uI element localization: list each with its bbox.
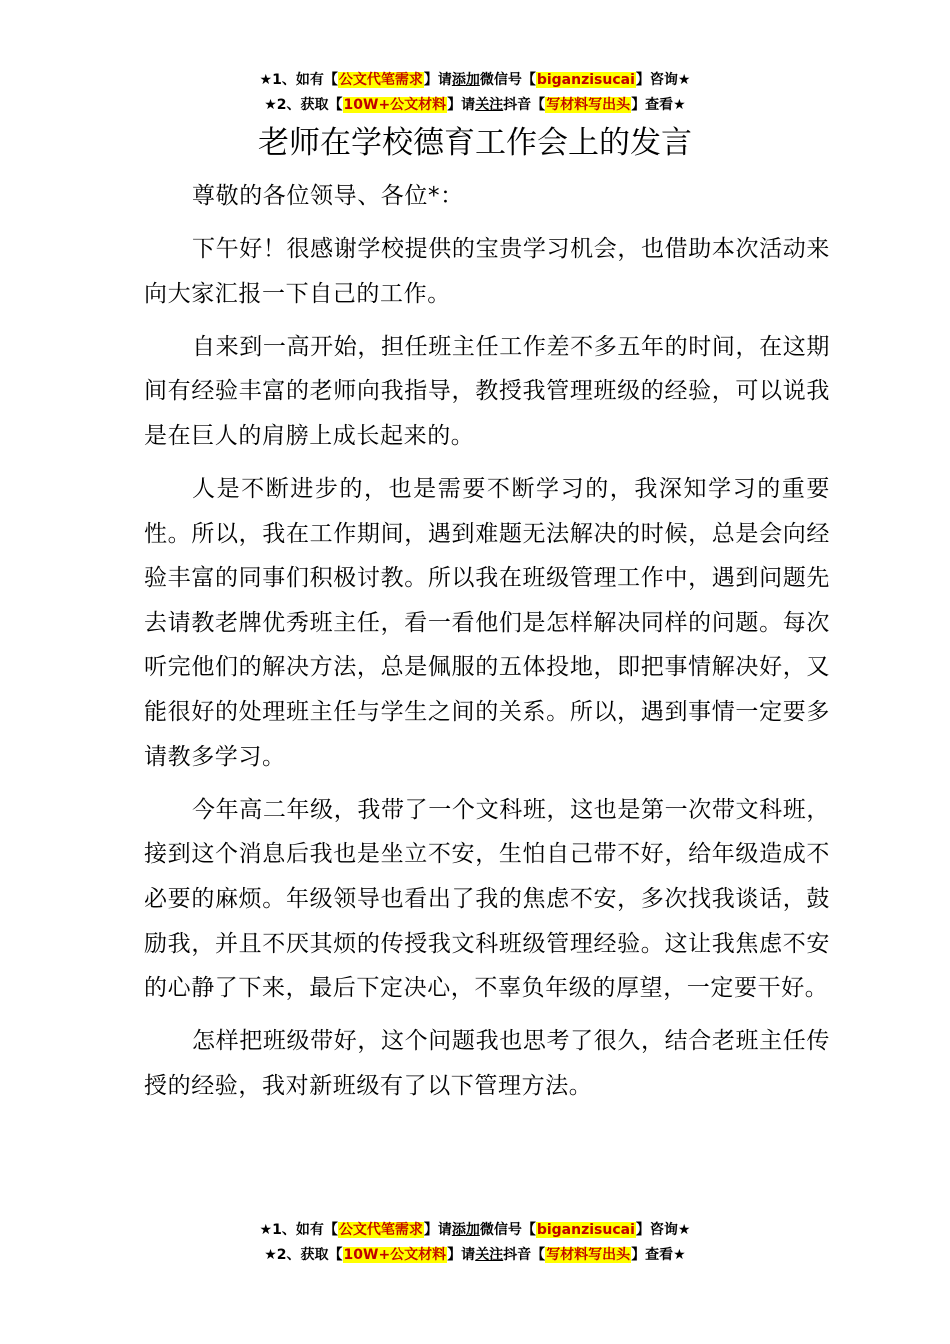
footer-promo-banner — [0, 1218, 950, 1268]
promo-highlight: 公文代笔需求 — [338, 1222, 423, 1238]
promo-line-1 — [0, 1218, 950, 1243]
promo-text: ★1、如有【 — [259, 72, 338, 88]
promo-highlight: 公文代笔需求 — [338, 72, 423, 88]
promo-highlight-wechat: biganzisucai — [536, 72, 635, 88]
promo-line-2 — [0, 1243, 950, 1268]
promo-underline: 添加 — [451, 72, 480, 88]
promo-underline: 添加 — [451, 1222, 480, 1238]
promo-line-2 — [0, 93, 950, 118]
promo-text: ★2、获取【 — [264, 97, 343, 113]
body-paragraph: 自来到一高开始，担任班主任工作差不多五年的时间，在这期间有经验丰富的老师向我指导，教授我管理班级的经验，可以说我是在巨人的肩膀上成长起来的。 — [144, 333, 830, 449]
promo-highlight-douyin: 写材料写出头 — [546, 97, 631, 113]
promo-text: 】请 — [423, 1222, 452, 1238]
body-paragraph: 人是不断进步的，也是需要不断学习的，我深知学习的重要性。所以，我在工作期间，遇到难题无法解决的时候，总是会向经验丰富的同事们积极讨教。所以我在班级管理工作中，遇到问题先去请教老牌优秀班主任，看一看他们是怎样解决同样的问题。每次听完他们的解决方法，总是佩服的五体投地，即把事情解决好，又能很好的处理班主任与学生之间的关系。所以，遇到事情一定要多请教多学习。 — [144, 476, 830, 770]
promo-text: 微信号【 — [479, 72, 536, 88]
promo-text: 抖音【 — [503, 1247, 546, 1263]
promo-highlight-douyin: 写材料写出头 — [546, 1247, 631, 1263]
promo-highlight: 10W+公文材料 — [343, 97, 447, 113]
promo-text: ★2、获取【 — [264, 1247, 343, 1263]
body-paragraph: 今年高二年级，我带了一个文科班，这也是第一次带文科班，接到这个消息后我也是坐立不安，生怕自己带不好，给年级造成不必要的麻烦。年级领导也看出了我的焦虑不安，多次找我谈话，鼓励我，并且不厌其烦的传授我文科班级管理经验。这让我焦虑不安的心静了下来，最后下定决心，不辜负年级的厚望，一定要干好。 — [144, 796, 830, 1002]
document-body — [144, 174, 830, 1117]
promo-text: 微信号【 — [479, 1222, 536, 1238]
body-paragraph: 下午好！很感谢学校提供的宝贵学习机会，也借助本次活动来向大家汇报一下自己的工作。 — [144, 236, 830, 307]
document-title: 老师在学校德育工作会上的发言 — [258, 125, 692, 161]
promo-text: 】查看★ — [631, 1247, 686, 1263]
header-promo-banner — [0, 68, 950, 118]
promo-underline: 关注 — [475, 97, 504, 113]
promo-line-1 — [0, 68, 950, 93]
promo-text: ★1、如有【 — [259, 1222, 338, 1238]
promo-text: 】请 — [447, 1247, 476, 1263]
promo-text: 抖音【 — [503, 97, 546, 113]
promo-text: 】咨询★ — [635, 72, 691, 88]
promo-text: 】查看★ — [631, 97, 686, 113]
salutation-paragraph: 尊敬的各位领导、各位*： — [192, 183, 464, 209]
promo-text: 】请 — [447, 97, 476, 113]
body-paragraph: 怎样把班级带好，这个问题我也思考了很久，结合老班主任传授的经验，我对新班级有了以下管理方法。 — [144, 1028, 830, 1099]
promo-text: 】咨询★ — [635, 1222, 691, 1238]
promo-underline: 关注 — [475, 1247, 504, 1263]
promo-highlight-wechat: biganzisucai — [536, 1222, 635, 1238]
promo-text: 】请 — [423, 72, 452, 88]
promo-highlight: 10W+公文材料 — [343, 1247, 447, 1263]
